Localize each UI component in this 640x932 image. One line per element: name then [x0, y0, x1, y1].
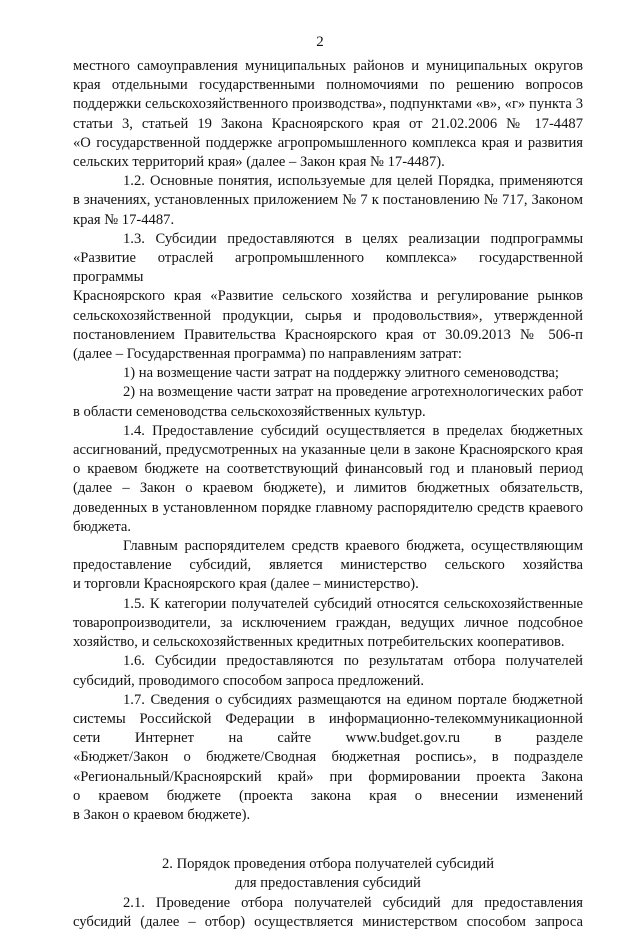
- text-line: о краевом бюджете (проекта закона края о внесении изменений: [73, 787, 583, 804]
- text-line: бюджета.: [73, 518, 132, 535]
- text-line: 2.1. Проведение отбора получателей субсидий для предоставления: [123, 894, 583, 911]
- list-item-2: [73, 383, 583, 421]
- text-line: (далее – Закон о краевом бюджете), и лимитов бюджетных обязательств,: [73, 480, 583, 497]
- text-line: 1.5. К категории получателей субсидий относятся сельскохозяйственные: [123, 595, 583, 612]
- section-heading-line: 2. Порядок проведения отбора получателей субсидий: [161, 856, 495, 873]
- text-line: постановлением Правительства Красноярского края от 30.09.2013 № 506-п: [73, 326, 583, 343]
- text-line: поддержки сельскохозяйственного производства», подпунктами «в», «г» пункта 3: [73, 96, 583, 113]
- paragraph-main-distributor: [73, 537, 583, 595]
- paragraph-intro: [73, 57, 583, 172]
- page-number: 2: [316, 34, 324, 50]
- text-line: товаропроизводители, за исключением граждан, ведущих личное подсобное: [73, 614, 583, 631]
- text-line: края № 17-4487.: [73, 211, 175, 228]
- text-line: края отдельными государственными полномочиями по решению вопросов: [73, 77, 583, 94]
- text-line: ассигнований, предусмотренных на указанные цели в законе Красноярского края: [73, 442, 583, 459]
- text-line: доведенных в установленном порядке главному распорядителю средств краевого: [73, 499, 583, 516]
- paragraph-1-5: [73, 595, 583, 653]
- text-line: 1) на возмещение части затрат на поддержку элитного семеноводства;: [123, 365, 559, 382]
- text-line: 1.7. Сведения о субсидиях размещаются на едином портале бюджетной: [123, 691, 583, 708]
- text-line: (далее – Государственная программа) по направлениям затрат:: [73, 346, 462, 363]
- paragraph-1-4: [73, 422, 583, 537]
- paragraph-2-1: [73, 894, 583, 932]
- text-line: 1.3. Субсидии предоставляются в целях реализации подпрограммы: [123, 230, 583, 247]
- text-line: Главным распорядителем средств краевого бюджета, осуществляющим: [123, 538, 583, 555]
- paragraph-1-7: [73, 691, 583, 825]
- text-line: сельскохозяйственной продукции, сырья и продовольствия», утвержденной: [73, 307, 583, 324]
- list-item-1: [73, 364, 583, 383]
- text-line: 1.6. Субсидии предоставляются по результатам отбора получателей: [123, 653, 583, 670]
- text-line: сельских территорий края» (далее – Закон края № 17-4487).: [73, 154, 445, 171]
- text-line: субсидий, проводимого способом запроса предложений.: [73, 672, 424, 689]
- paragraph-1-2: [73, 172, 583, 230]
- text-line: хозяйство, и сельскохозяйственных кредитных потребительских кооперативов.: [73, 634, 565, 651]
- text-line: предоставление субсидий, является министерство сельского хозяйства: [73, 557, 583, 574]
- section-heading: [73, 855, 583, 893]
- text-line: в Закон о краевом бюджете).: [73, 806, 251, 823]
- document-body: [73, 57, 583, 932]
- text-line: в области семеноводства сельскохозяйственных культур.: [73, 403, 426, 420]
- text-line: статьи 3, статьей 19 Закона Красноярского края от 21.02.2006 № 17-4487: [73, 115, 583, 132]
- text-line: 1.4. Предоставление субсидий осуществляется в пределах бюджетных: [123, 422, 583, 439]
- text-line: сети Интернет на сайте www.budget.gov.ru в разделе: [73, 730, 583, 747]
- section-heading-line: для предоставления субсидий: [235, 875, 421, 892]
- text-line: о краевом бюджете на соответствующий финансовый год и плановый период: [73, 461, 583, 478]
- paragraph-1-3: [73, 230, 583, 364]
- text-line: субсидий (далее – отбор) осуществляется министерством способом запроса: [73, 913, 583, 930]
- text-line: «Развитие отраслей агропромышленного комплекса» государственной программы: [73, 250, 583, 286]
- text-line: местного самоуправления муниципальных районов и муниципальных округов: [73, 58, 583, 74]
- text-line: и торговли Красноярского края (далее – министерство).: [73, 576, 419, 593]
- text-line: 2) на возмещение части затрат на проведение агротехнологических работ: [123, 384, 583, 401]
- text-line: Красноярского края «Развитие сельского хозяйства и регулирование рынков: [73, 288, 583, 305]
- text-line: 1.2. Основные понятия, используемые для целей Порядка, применяются: [123, 173, 583, 190]
- text-line: «Бюджет/Закон о бюджете/Сводная бюджетная роспись», в подразделе: [73, 749, 583, 766]
- text-line: «Региональный/Красноярский край» при формировании проекта Закона: [73, 768, 583, 785]
- text-line: системы Российской Федерации в информационно-телекоммуникационной: [73, 710, 583, 727]
- text-line: в значениях, установленных приложением № 7 к постановлению № 717, Законом: [73, 192, 583, 209]
- text-line: «О государственной поддержке агропромышленного комплекса края и развития: [73, 134, 583, 151]
- paragraph-1-6: [73, 652, 583, 690]
